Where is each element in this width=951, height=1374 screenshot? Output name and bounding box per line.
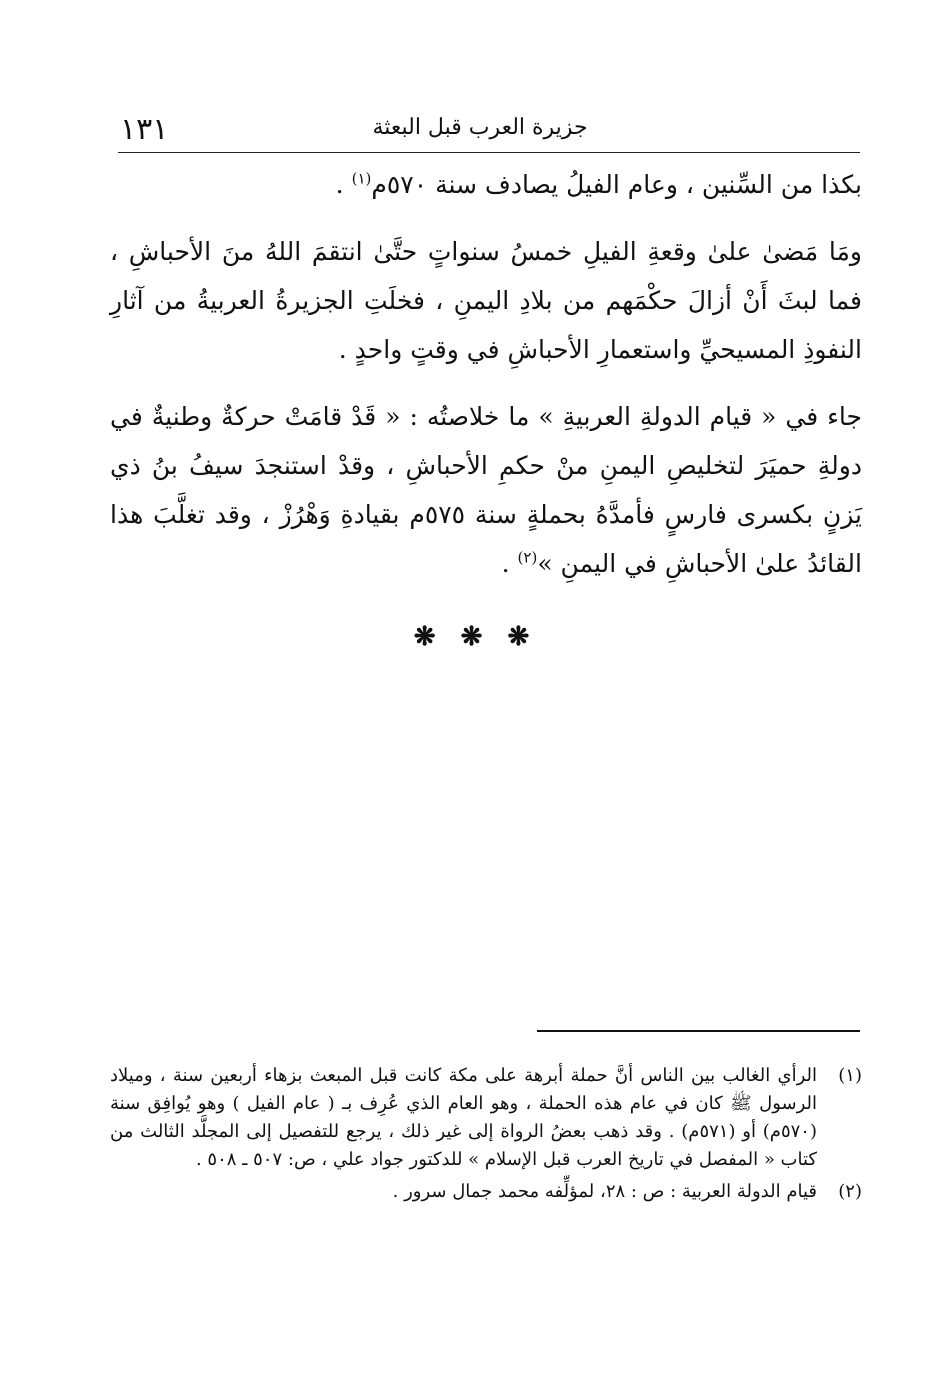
footnote-1-number: (١) xyxy=(838,1065,862,1086)
footnote-1 xyxy=(110,1062,862,1174)
footnote-rule xyxy=(537,1030,860,1032)
paragraph-2: ومَا مَضىٰ علىٰ وقعةِ الفيلِ خمسُ سنواتٍ حتَّىٰ انتقمَ اللهُ منَ الأحباشِ ، فما لبثَ أَنْ أزالَ حكْمَهم من بلادِ اليمنِ ، فخلَتِ الجزيرةُ العربيةُ من آثارِ النفوذِ المسيحيِّ واستعمارِ الأحباشِ في وقتٍ واحدٍ . xyxy=(110,237,862,364)
section-separator: ❋ ❋ ❋ xyxy=(413,622,538,652)
footnote-2-number: (٢) xyxy=(838,1181,862,1202)
paragraph-1-end: . xyxy=(335,170,352,199)
main-text xyxy=(110,160,862,606)
footnote-2 xyxy=(110,1178,862,1206)
paragraph-1 xyxy=(110,160,862,209)
paragraph-3-end: . xyxy=(501,549,518,578)
footnote-1-text: الرأي الغالب بين الناس أنَّ حملة أبرهة على مكة كانت قبل المبعث بزهاء أربعين سنة ، وميلاد الرسول ﷺ كان في عام هذه الحملة ، وهو العام الذي عُرِف بـ ( عام الفيل ) وهو يُوافِق سنة (٥٧٠م) أو (٥٧١م) . وقد ذهب بعضُ الرواة إلى غير ذلك ، يرجع للتفصيل إلى المجلَّد الثالث من كتاب « المفصل في تاريخ العرب قبل الإسلام » للدكتور جواد علي ، ص: ٥٠٧ ـ ٥٠٨ . xyxy=(110,1065,817,1170)
footnote-2-text: قيام الدولة العربية : ص : ٢٨، لمؤلِّفه محمد جمال سرور . xyxy=(392,1181,817,1202)
paragraph-3 xyxy=(110,392,862,588)
footnote-ref-1[interactable]: (١) xyxy=(351,169,372,188)
paragraph-3-text: جاء في « قيام الدولةِ العربيةِ » ما خلاصتُه : « قَدْ قامَتْ حركةٌ وطنيةٌ في دولةِ حميَرَ لتخليصِ اليمنِ منْ حكمِ الأحباشِ ، وقدْ استنجدَ سيفُ بنُ ذي يَزنٍ بكسرى فارسٍ فأمدَّهُ بحملةٍ سنة ٥٧٥م بقيادةِ وَهْرُزْ ، وقد تغلَّبَ هذا القائدُ علىٰ الأحباشِ في اليمنِ » xyxy=(110,402,863,578)
footnotes xyxy=(110,1062,862,1210)
header-rule xyxy=(118,152,860,153)
page-number: ١٣١ xyxy=(120,112,169,147)
paragraph-1-text: بكذا من السِّنين ، وعام الفيلُ يصادف سنة ٥٧٠م xyxy=(371,170,862,199)
footnote-ref-2[interactable]: (٢) xyxy=(517,548,538,567)
running-title: جزيرة العرب قبل البعثة xyxy=(372,115,588,140)
